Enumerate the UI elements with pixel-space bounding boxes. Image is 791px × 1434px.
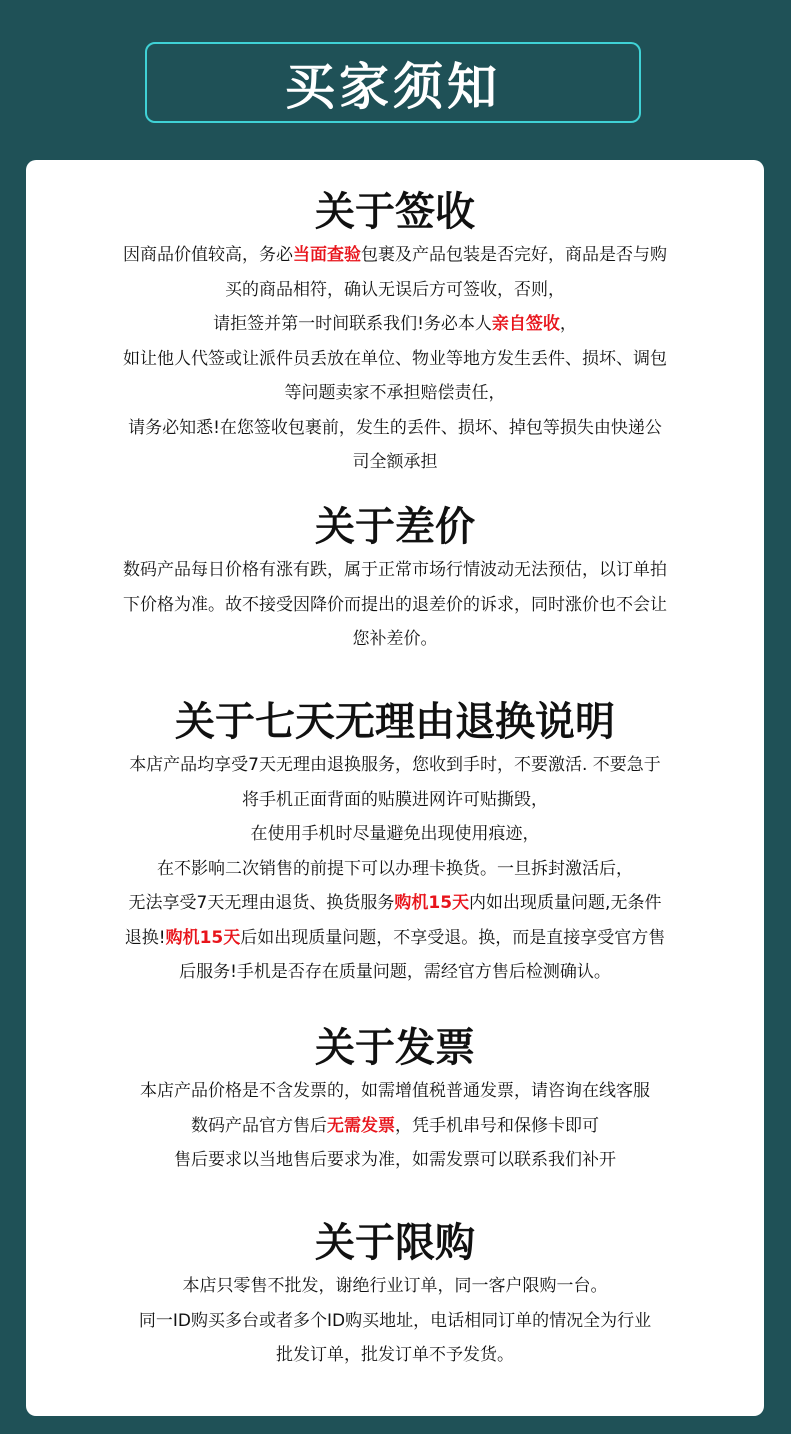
text-segment: 无法享受7天无理由退货、换货服务 — [128, 893, 395, 913]
text-line — [26, 921, 764, 956]
text-line — [26, 1269, 764, 1304]
text-line — [26, 238, 764, 273]
text-line — [26, 1338, 764, 1373]
section-title: 关于限购 — [315, 1220, 475, 1266]
text-line — [26, 273, 764, 308]
text-line — [26, 622, 764, 657]
text-segment: ，凭手机串号和保修卡即可 — [395, 1115, 599, 1136]
section-title: 关于差价 — [315, 504, 475, 550]
text-segment: 售后要求以当地售后要求为准，如需发票可以联系我们补开 — [174, 1150, 616, 1170]
text-segment: 本店产品价格是不含发票的，如需增值税普通发票，请咨询在线客服 — [140, 1081, 650, 1101]
text-line — [26, 588, 764, 623]
text-segment: 下价格为准。故不接受因降价而提出的退差价的诉求，同时涨价也不会让 — [123, 594, 667, 615]
text-segment: 后如出现质量问题，不享受退。换，而是直接享受官方售 — [240, 927, 666, 948]
section-title: 关于发票 — [315, 1025, 475, 1071]
text-line — [26, 955, 764, 990]
text-segment: 等问题卖家不承担赔偿责任， — [284, 383, 506, 403]
section-signing — [26, 186, 764, 480]
text-segment: 数码产品官方售后 — [191, 1115, 327, 1136]
text-segment: 批发订单，批发订单不予发货。 — [276, 1345, 514, 1365]
text-line — [26, 817, 764, 852]
highlight-text: 购机15天 — [165, 927, 241, 948]
text-segment: 后服务!手机是否存在质量问题，需经官方售后检测确认。 — [179, 962, 611, 982]
text-line — [26, 1074, 764, 1109]
text-line — [26, 307, 764, 342]
text-segment: 您补差价。 — [352, 629, 438, 649]
text-line — [26, 376, 764, 411]
text-segment: 本店只零售不批发，谢绝行业订单，同一客户限购一台。 — [182, 1276, 608, 1296]
text-segment: 在使用手机时尽量避免出现使用痕迹， — [250, 824, 540, 844]
highlight-text: 当面查验 — [293, 245, 361, 265]
text-segment: 司全额承担 — [352, 452, 438, 472]
section-price-difference — [26, 501, 764, 657]
text-line — [26, 553, 764, 588]
section-body — [26, 1269, 764, 1373]
highlight-text: 购机15天 — [394, 893, 470, 913]
text-segment: 包裹及产品包装是否完好，商品是否与购 — [361, 245, 667, 265]
text-segment: 如让他人代签或让派件员丢放在单位、物业等地方发生丢件、损坏、调包 — [123, 348, 667, 369]
text-line — [26, 411, 764, 446]
text-segment: 数码产品每日价格有涨有跌，属于正常市场行情波动无法预估，以订单拍 — [123, 560, 667, 580]
text-segment: 买的商品相符，确认无误后方可签收，否则， — [225, 279, 565, 300]
notice-card — [26, 160, 764, 1416]
text-segment: 内如出现质量问题,无条件 — [469, 893, 662, 913]
text-segment: 因商品价值较高，务必 — [123, 245, 293, 265]
section-body — [26, 238, 764, 480]
section-purchase-limit — [26, 1217, 764, 1373]
text-line — [26, 783, 764, 818]
text-line — [26, 886, 764, 921]
text-line — [26, 1143, 764, 1178]
banner-title: 买家须知 — [145, 42, 641, 123]
highlight-text: 无需发票 — [327, 1115, 395, 1136]
text-line — [26, 748, 764, 783]
text-segment: 退换! — [124, 927, 166, 948]
section-invoice — [26, 1022, 764, 1178]
section-title: 关于七天无理由退换说明 — [175, 699, 615, 745]
text-segment: 请务必知悉!在您签收包裹前，发生的丢件、损坏、掉包等损失由快递公 — [128, 417, 662, 438]
text-segment: ， — [559, 314, 577, 334]
section-title: 关于签收 — [315, 189, 475, 235]
text-line — [26, 1109, 764, 1144]
text-segment: 同一ID购买多台或者多个ID购买地址，电话相同订单的情况全为行业 — [138, 1310, 652, 1331]
text-segment: 将手机正面背面的贴膜进网许可贴撕毁， — [242, 789, 548, 810]
section-body — [26, 748, 764, 990]
text-line — [26, 1304, 764, 1339]
section-body — [26, 553, 764, 657]
text-segment: 在不影响二次销售的前提下可以办理卡换货。一旦拆封激活后， — [157, 858, 633, 879]
text-segment: 请拒签并第一时间联系我们!务必本人 — [213, 314, 492, 334]
text-segment: 本店产品均享受7天无理由退换服务，您收到手时，不要激活. 不要急于 — [129, 755, 661, 775]
section-seven-day-return — [26, 696, 764, 990]
text-line — [26, 445, 764, 480]
highlight-text: 亲自签收 — [491, 314, 560, 334]
section-body — [26, 1074, 764, 1178]
text-line — [26, 852, 764, 887]
text-line — [26, 342, 764, 377]
